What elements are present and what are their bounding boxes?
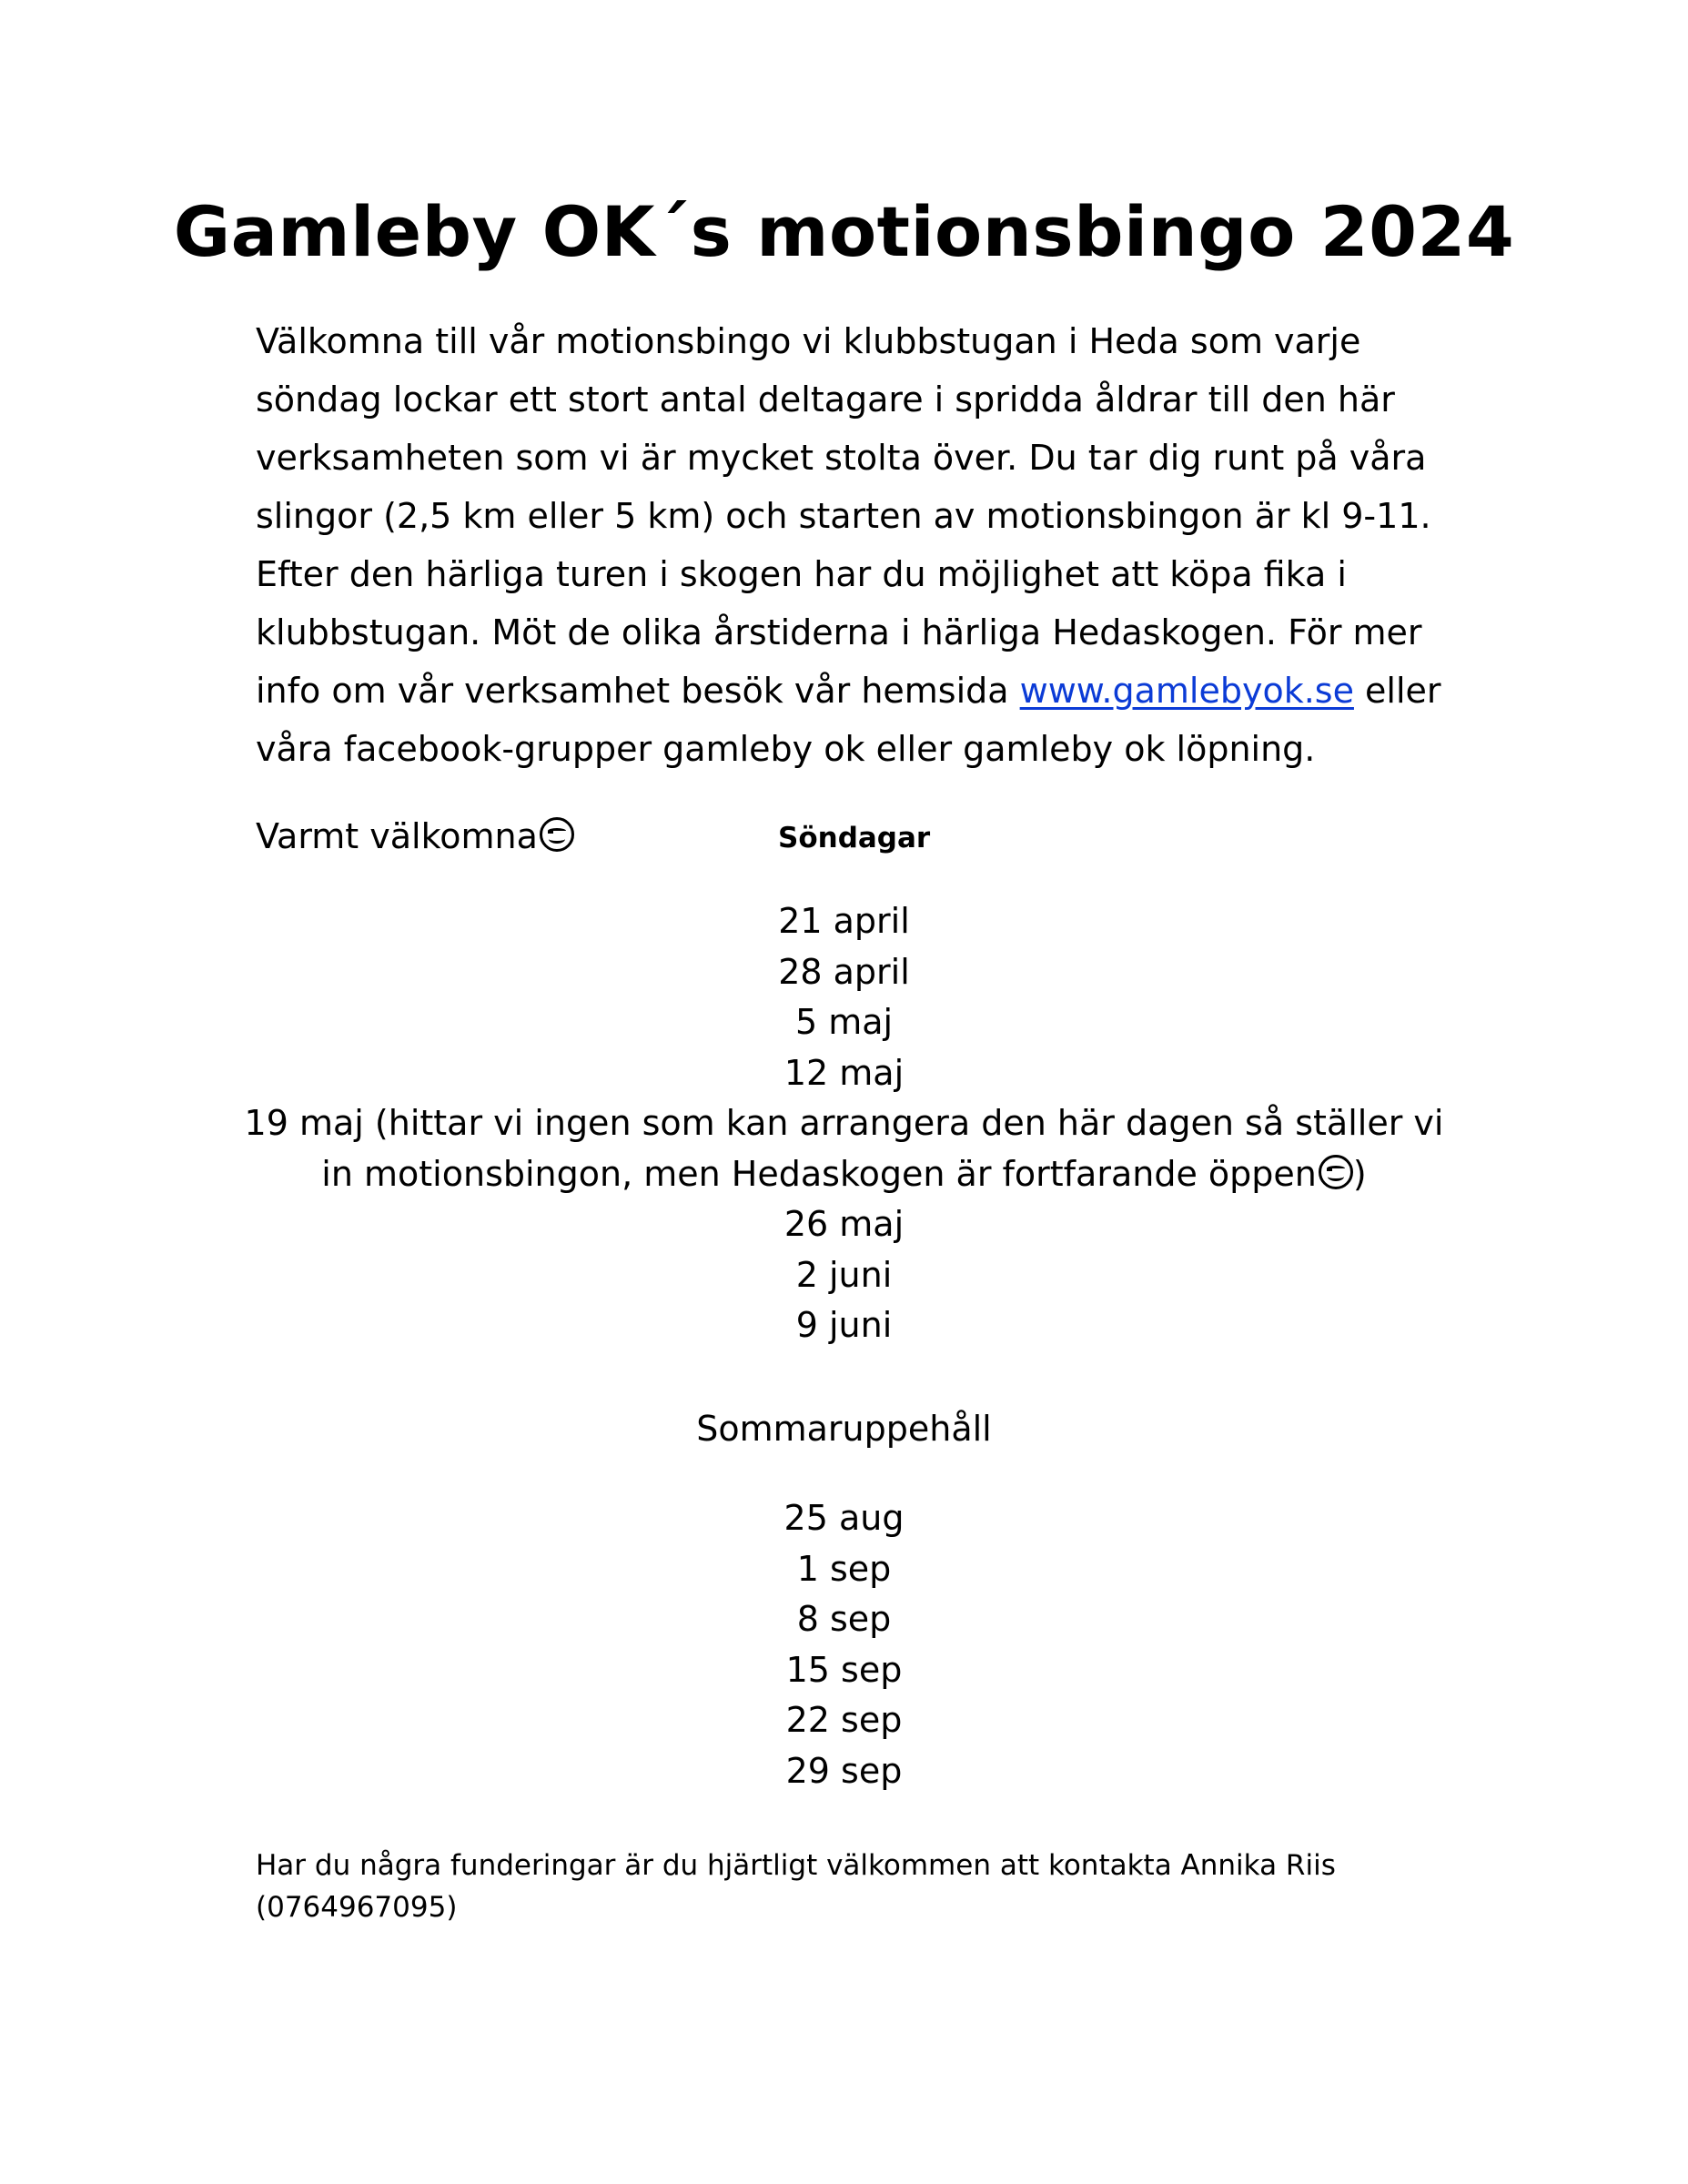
date-item-continuation (0, 1149, 1688, 1200)
intro-line: slingor (2,5 km eller 5 km) och starten av motionsbingon är kl 9-11. (256, 496, 1431, 536)
summer-break-label: Sommaruppehåll (696, 1409, 992, 1449)
date-item: 22 sep (785, 1700, 903, 1740)
date-item: 9 juni (795, 1305, 893, 1345)
intro-line: Välkomna till vår motionsbingo vi klubbstugan i Heda som varje (256, 321, 1361, 361)
intro-paragraph (256, 312, 1457, 778)
date-item: 2 juni (795, 1254, 893, 1295)
date-item: 15 sep (785, 1649, 903, 1690)
continuation-close: ) (1352, 1153, 1367, 1194)
date-item: 1 sep (796, 1548, 892, 1589)
intro-line: klubbstugan. Möt de olika årstiderna i härliga Hedaskogen. För mer (256, 612, 1422, 652)
date-item: 26 maj (783, 1204, 905, 1244)
date-item: 8 sep (796, 1599, 892, 1639)
website-link[interactable]: www.gamlebyok.se (1019, 671, 1354, 711)
intro-line: söndag lockar ett stort antal deltagare i spridda åldrar till den här (256, 379, 1395, 420)
welcome-line (256, 807, 574, 865)
date-item: 25 aug (783, 1498, 905, 1538)
date-item: 19 maj (hittar vi ingen som kan arrangera den här dagen så ställer vi (244, 1103, 1444, 1143)
sundays-heading: Söndagar (778, 822, 931, 854)
smiley-icon (540, 817, 574, 852)
contact-footer (256, 1845, 1439, 1928)
intro-line-prefix: info om vår verksamhet besök vår hemsida (256, 671, 1020, 711)
date-item: 29 sep (785, 1750, 903, 1791)
intro-line: verksamheten som vi är mycket stolta över. Du tar dig runt på våra (256, 438, 1427, 478)
date-item: 12 maj (783, 1052, 905, 1093)
date-item: 5 maj (794, 1002, 894, 1042)
welcome-text: Varmt välkomna (256, 816, 538, 856)
date-item: 21 april (778, 901, 910, 941)
date-item: 28 april (778, 951, 910, 992)
continuation-text: in motionsbingon, men Hedaskogen är fortfarande öppen (321, 1153, 1317, 1194)
intro-line-suffix: eller (1353, 671, 1441, 711)
contact-text: Har du några funderingar är du hjärtligt välkommen att kontakta Annika Riis (256, 1849, 1336, 1882)
smiley-icon (1319, 1155, 1353, 1189)
spring-dates-list (0, 896, 1688, 1351)
autumn-dates-list (0, 1493, 1688, 1796)
intro-line: våra facebook-grupper gamleby ok eller gamleby ok löpning. (256, 729, 1316, 769)
page-title: Gamleby OK´s motionsbingo 2024 (173, 191, 1515, 272)
contact-phone: (0764967095) (256, 1891, 458, 1924)
intro-line: Efter den härliga turen i skogen har du möjlighet att köpa fika i (256, 554, 1347, 594)
